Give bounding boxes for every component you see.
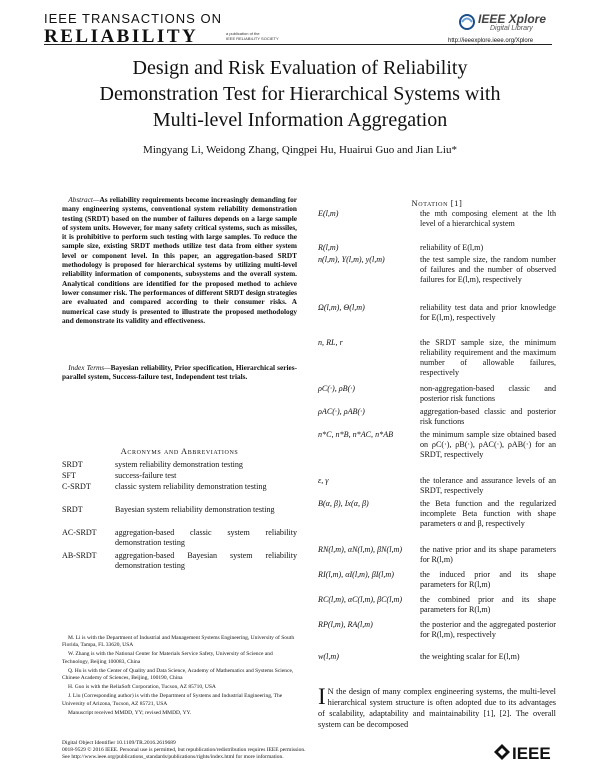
notation-def: the test sample size, the random number of failures and the number of observed failures for E(l,m), respectively — [420, 255, 556, 284]
notation-symbol: R(l,m) — [318, 243, 339, 252]
index-terms-label: Index Terms— — [68, 363, 111, 372]
rights-link[interactable]: See http://www.ieee.org/publications_standards/publications/rights/index.html for more information. — [62, 754, 284, 760]
notation-def: the posterior and the aggregated posterior for R(l,m), respectively — [420, 620, 556, 639]
notation-symbol: RI(l,m), αI(l,m), βI(l,m) — [318, 570, 394, 579]
author-footnotes — [62, 635, 297, 719]
footnote: J. Liu (Corresponding author) is with the Department of Systems and Industrial Engineering, The University of Arizona, Tucson, AZ 85721, USA — [62, 693, 283, 707]
acronym-key: C-SRDT — [62, 482, 91, 491]
abstract — [62, 195, 297, 325]
intro-text: N the design of many complex engineering systems, the multi-level hierarchical system structure is often adopted due to its advantages of scalability, adaptability and maintainability [1], [2]. The overall system can be decomposed — [318, 687, 556, 729]
introduction-paragraph — [318, 686, 556, 730]
notation-symbol: ε, γ — [318, 476, 329, 485]
acronym-def: Bayesian system reliability demonstration testing — [115, 505, 275, 514]
acronym-key: AC-SRDT — [62, 528, 97, 537]
notation-symbol: w(l,m) — [318, 652, 339, 661]
doi: Digital Object Identifier 10.1109/TR.2016.2619689 — [62, 740, 176, 746]
notation-def: the native prior and its shape parameters for R(l,m) — [420, 545, 556, 564]
notation-def: the combined prior and its shape parameters for R(l,m) — [420, 595, 556, 614]
journal-name-line1: IEEE TRANSACTIONS ON — [44, 11, 222, 26]
ieee-diamond-icon — [494, 744, 510, 760]
footnote: H. Guo is with the ReliaSoft Corporation, Tucson, AZ 85710, USA — [68, 684, 216, 691]
footnote: Q. Hu is with the Center of Quality and Data Science, Academy of Mathematics and Systems Science, Chinese Academy of Sciences, Beijing, 100190, China — [62, 667, 294, 682]
acronym-def: aggregation-based classic system reliability demonstration testing — [115, 528, 297, 547]
index-terms — [62, 363, 297, 382]
notation-def: the mth composing element at the lth level of a hierarchical system — [420, 209, 556, 228]
acronym-def: classic system reliability demonstration testing — [115, 482, 267, 491]
publisher-line2: IEEE RELIABILITY SOCIETY — [226, 36, 279, 41]
notation-def: the Beta function and the regularized incomplete Beta function with shape parameters α and β, respectively — [420, 499, 556, 528]
notation-symbol: RP(l,m), RA(l,m) — [318, 620, 373, 629]
notation-def: the SRDT sample size, the minimum reliability requirement and the maximum number of allowable failures, respectively — [420, 338, 556, 377]
author-list: Mingyang Li, Weidong Zhang, Qingpei Hu, Huairui Guo and Jian Liu* — [143, 144, 457, 156]
notation-def: the tolerance and assurance levels of an SRDT, respectively — [420, 476, 556, 495]
acronym-key: AB-SRDT — [62, 551, 97, 560]
title-line-1: Design and Risk Evaluation of Reliability — [132, 57, 468, 79]
paper-title — [40, 55, 560, 133]
footnote: M. Li is with the Department of Industrial and Management Systems Engineering, University of South Florida, Tampa, FL 33620, USA — [62, 635, 295, 649]
header-rule — [44, 44, 552, 45]
publisher-note — [226, 31, 279, 41]
xplore-swirl-icon — [458, 13, 476, 31]
abstract-label: Abstract— — [68, 195, 100, 204]
footnote: W. Zhang is with the National Center for Materials Service Safety, University of Science and Technology, Beijing 100083, China — [62, 651, 273, 665]
notation-heading: Notation [1] — [411, 198, 463, 208]
acronym-def: aggregation-based Bayesian system reliability demonstration testing — [115, 551, 297, 570]
footnote: Manuscript received MMDD, YY; revised MMDD, YY. — [68, 709, 192, 716]
acronym-def: success-failure test — [115, 471, 177, 480]
notation-def: reliability test data and prior knowledge for E(l,m), respectively — [420, 303, 556, 322]
title-line-3: Multi-level Information Aggregation — [152, 109, 448, 131]
acronym-key: SRDT — [62, 460, 83, 469]
notation-symbol: n, RL, r — [318, 338, 343, 347]
notation-symbol: RC(l,m), αC(l,m), βC(l,m) — [318, 595, 403, 604]
notation-symbol: ρAC(·), ρAB(·) — [318, 407, 365, 416]
copyright-block — [62, 740, 462, 761]
drop-cap: I — [318, 684, 326, 709]
index-terms-text: Bayesian reliability, Prior specification, Hierarchical series-parallel system, Success-failure test, Independent test trials. — [62, 363, 297, 382]
notation-symbol: B(α, β), Ix(α, β) — [318, 499, 369, 508]
notation-def: non-aggregation-based classic and posterior risk functions — [420, 384, 556, 403]
title-line-2: Demonstration Test for Hierarchical Systems with — [99, 83, 501, 105]
notation-def: the minimum sample size obtained based on ρC(·), ρB(·), ρAC(·), ρAB(·) for an SRDT, respectively — [420, 430, 556, 459]
copyright: 0018-9529 © 2016 IEEE. Personal use is permitted, but republication/redistribution requires IEEE permission. — [62, 747, 306, 753]
notation-def: the weighting scalar for E(l,m) — [420, 652, 520, 661]
notation-symbol: E(l,m) — [318, 209, 339, 218]
xplore-url[interactable]: http://ieeexplore.ieee.org/Xplore — [448, 38, 534, 44]
notation-def: aggregation-based classic and posterior risk functions — [420, 407, 556, 426]
ieee-logo: IEEE — [512, 744, 551, 763]
acronym-def: system reliability demonstration testing — [115, 460, 243, 469]
abstract-text: As reliability requirements become increasingly demanding for many engineering systems, conventional system reliability demonstration testing (SRDT) based on the number of failures depends on a large sample of system units. However, for many safety critical systems, such as missiles, it is prohibitive to perform such testing with large samples. To reduce the sample size, existing SRDT methods utilize test data from either system level or component level. In this paper, an aggregation-based SRDT methodology is proposed for hierarchical systems by utilizing multi-level reliability information of components, subsystems and the overall system. Analytical conditions are identified for the proposed method to achieve lower consumer risk. The performances of different SRDT design strategies are evaluated and compared according to their consumer risks. A numerical case study is presented to illustrate the proposed methodology and demonstrate its validity and effectiveness. — [62, 195, 297, 325]
notation-symbol: n(l,m), Y(l,m), y(l,m) — [318, 255, 385, 264]
notation-def: reliability of E(l,m) — [420, 243, 484, 252]
xplore-subtitle: Digital Library — [490, 25, 533, 32]
journal-name-line2: RELIABILITY — [44, 26, 199, 47]
publisher-line1: a publication of the — [226, 31, 260, 36]
notation-symbol: RN(l,m), αN(l,m), βN(l,m) — [318, 545, 403, 554]
ieee-xplore-logo — [458, 12, 566, 36]
acronym-key: SFT — [62, 471, 76, 480]
notation-symbol: ρC(·), ρB(·) — [318, 384, 355, 393]
acronym-key: SRDT — [62, 505, 83, 514]
notation-def: the induced prior and its shape parameters for R(l,m) — [420, 570, 556, 589]
notation-symbol: n*C, n*B, n*AC, n*AB — [318, 430, 394, 439]
acronyms-heading: Acronyms and Abbreviations — [120, 446, 239, 456]
xplore-name: IEEE Xplore — [478, 12, 547, 26]
notation-symbol: Ω(l,m), Θ(l,m) — [318, 303, 365, 312]
